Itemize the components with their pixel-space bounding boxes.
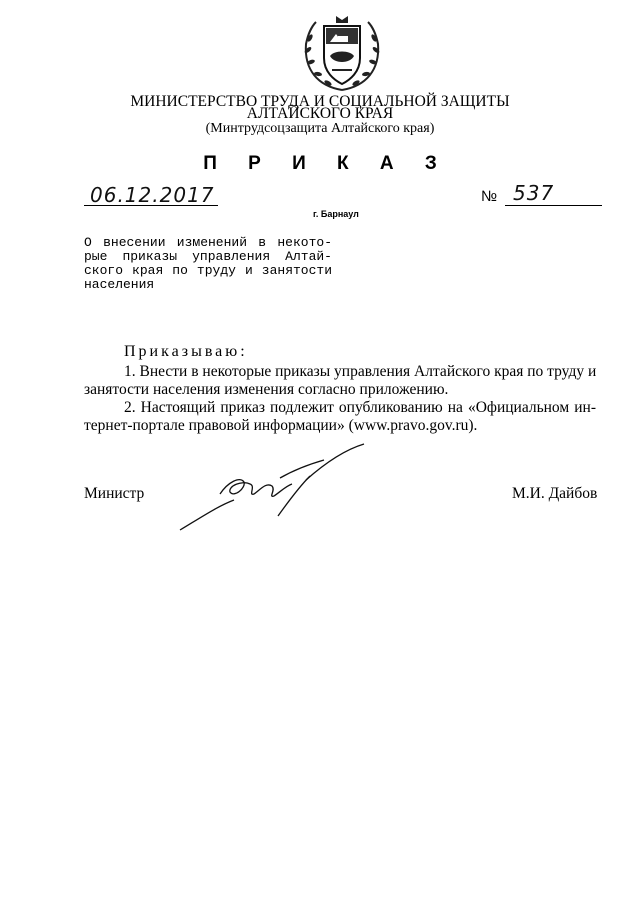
number-underline bbox=[505, 205, 602, 206]
city-label: г. Барнаул bbox=[313, 209, 359, 219]
signer-position: Министр bbox=[84, 485, 145, 502]
item2-line1: 2. Настоящий приказ подлежит опубликованию на «Официальном ин- bbox=[124, 399, 596, 416]
number-sign: № bbox=[481, 188, 498, 205]
item2-line2: тернет-портале правовой информации» (www.pravo.gov.ru). bbox=[84, 417, 478, 434]
signer-name: М.И. Дайбов bbox=[512, 485, 598, 502]
document-subject bbox=[84, 236, 332, 292]
date-underline bbox=[84, 205, 218, 206]
ministry-short-name: (Минтрудсоцзащита Алтайского края) bbox=[205, 121, 435, 136]
subject-line: О внесении изменений в некото- bbox=[84, 235, 332, 250]
document-date: 06.12.2017 bbox=[90, 183, 215, 207]
subject-line: населения bbox=[84, 277, 155, 292]
ministry-name-line1: МИНИСТЕРСТВО ТРУДА И СОЦИАЛЬНОЙ ЗАЩИТЫ bbox=[130, 93, 510, 110]
subject-line: рые приказы управления Алтай- bbox=[84, 249, 332, 264]
item1-line1: 1. Внести в некоторые приказы управления Алтайского края по труду и bbox=[124, 363, 597, 380]
ministry-name-line2: АЛТАЙСКОГО КРАЯ bbox=[246, 105, 394, 122]
item1-line2: занятости населения изменения согласно приложению. bbox=[84, 381, 449, 398]
handwritten-signature bbox=[176, 442, 368, 534]
order-intro: Приказываю: bbox=[124, 343, 248, 360]
subject-line: ского края по труду и занятости bbox=[84, 263, 332, 278]
document-number: 537 bbox=[513, 181, 555, 205]
altai-krai-coat-of-arms-icon bbox=[296, 14, 388, 94]
document-type: П Р И К А З bbox=[203, 153, 450, 174]
